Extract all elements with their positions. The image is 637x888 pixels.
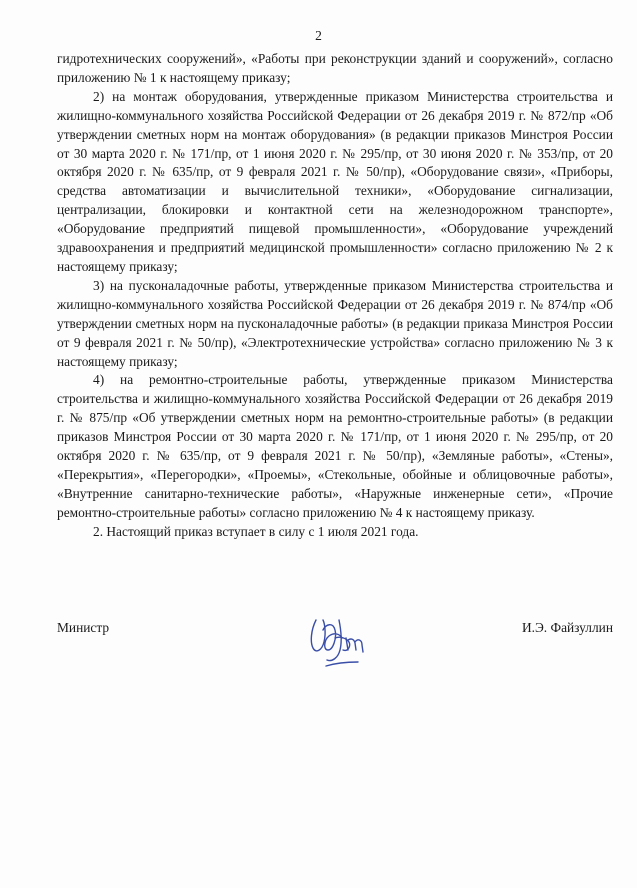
- paragraph-effective-date: 2. Настоящий приказ вступает в силу с 1 июля 2021 года.: [93, 523, 419, 539]
- signature-block: [57, 608, 613, 678]
- order-body: [57, 50, 613, 542]
- page-number: 2: [315, 28, 322, 43]
- paragraph-continuation: гидротехнических сооружений», «Работы при реконструкции зданий и сооружений», согласно приложению № 1 к настоящему приказу;: [57, 51, 613, 85]
- paragraph-item-4: 4) на ремонтно-строительные работы, утвержденные приказом Министерства строительства и жилищно-коммунального хозяйства Российской Федерации от 26 декабря 2019 г. № 875/пр «Об утверждении сметных норм на ремонтно-строительные работы» (в редакции приказов Минстроя России от 30 марта 2020 г. № 171/пр, от 1 июня 2020 г. № 295/пр, от 20 октября 2020 г. № 635/пр, от 9 февраля 2021 г. № 50/пр), «Земляные работы», «Стены», «Перекрытия», «Перегородки», «Проемы», «Стекольные, обойные и облицовочные работы», «Внутренние санитарно-технические работы», «Наружные инженерные сети», «Прочие ремонтно-строительные работы» согласно приложению № 4 к настоящему приказу.: [57, 372, 613, 520]
- signer-name: И.Э. Файзуллин: [521, 620, 613, 635]
- paragraph-item-2: 2) на монтаж оборудования, утвержденные приказом Министерства строительства и жилищно-коммунального хозяйства Российской Федерации от 26 декабря 2019 г. № 872/пр «Об утверждении сметных норм на монтаж оборудования» (в редакции приказов Минстроя России от 30 марта 2020 г. № 171/пр, от 1 июня 2020 г. № 295/пр, от 30 июня 2020 г. № 353/пр, от 20 октября 2020 г. № 635/пр, от 9 февраля 2021 г. № 50/пр), «Оборудование связи», «Приборы, средства автоматизации и вычислительной техники», «Оборудование сигнализации, централизации, блокировки и контактной сети на железнодорожном транспорте», «Оборудование предприятий пищевой промышленности», «Оборудование учреждений здравоохранения и предприятий медицинской промышленности» согласно приложению № 2 к настоящему приказу;: [57, 88, 613, 274]
- paragraph-item-3: 3) на пусконаладочные работы, утвержденные приказом Министерства строительства и жилищно-коммунального хозяйства Российской Федерации от 26 декабря 2019 г. № 874/пр «Об утверждении сметных норм на пусконаладочные работы» (в редакции приказа Минстроя России от 9 февраля 2021 г. № 50/пр), «Электротехнические устройства» согласно приложению № 3 к настоящему приказу;: [57, 277, 613, 369]
- position-title: Министр: [57, 620, 110, 635]
- handwritten-signature: [302, 608, 374, 674]
